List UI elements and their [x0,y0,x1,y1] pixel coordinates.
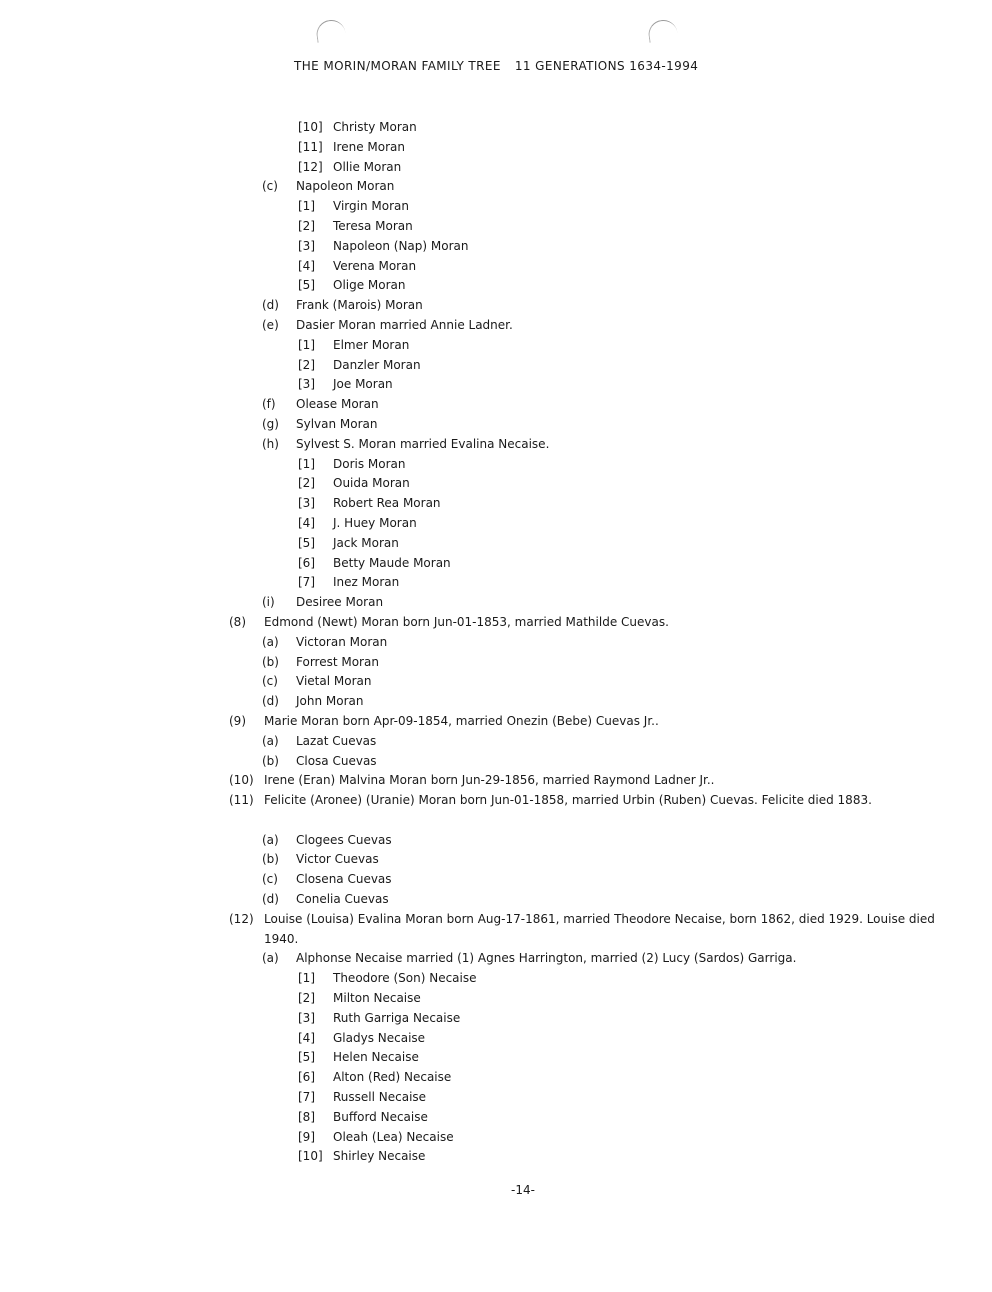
list-item [0,692,992,712]
list-item-marker: (c) [262,674,278,689]
list-item [0,415,992,435]
list-item [0,732,992,752]
list-item-text: Danzler Moran [333,357,421,372]
list-item-marker: (a) [262,733,279,748]
list-item [0,633,992,653]
list-item [0,217,992,237]
list-item-text: Elmer Moran [333,337,410,352]
list-item-text: Clogees Cuevas [296,832,392,847]
list-item [0,771,992,791]
list-item [0,336,992,356]
list-item-text: Edmond (Newt) Moran born Jun-01-1853, married Mathilde Cuevas. [264,614,669,629]
list-item [0,870,992,890]
list-item-marker: [10] [298,120,323,134]
list-item-text: Shirley Necaise [333,1149,426,1164]
list-item [0,1009,992,1029]
list-item-marker: (a) [262,832,279,847]
list-item-text: John Moran [296,694,364,709]
list-item-text: Irene (Eran) Malvina Moran born Jun-29-1856, married Raymond Ladner Jr.. [264,773,715,788]
list-item-text: Desiree Moran [296,595,384,610]
list-item-marker: [1] [298,337,315,352]
punch-hole-right [647,18,679,43]
page-header [294,59,698,73]
list-item-marker: (c) [262,179,278,194]
list-item-marker: (12) [229,911,254,926]
list-item-marker: [12] [298,159,323,174]
list-item [0,474,992,494]
punch-hole-left [315,18,347,43]
list-item-text: Christy Moran [333,120,417,134]
list-item-marker: [1] [298,199,315,214]
list-item-text: Bufford Necaise [333,1109,428,1124]
list-item [0,1108,992,1128]
list-item-text: Marie Moran born Apr-09-1854, married Onezin (Bebe) Cuevas Jr.. [264,713,659,728]
list-item [0,890,992,910]
list-item-text: Conelia Cuevas [296,892,389,907]
list-item-marker: (f) [262,397,276,412]
list-item-marker: (i) [262,595,275,610]
list-item-marker: [1] [298,456,315,471]
list-item-marker: [4] [298,258,315,273]
list-item-text: Ouida Moran [333,476,410,491]
list-item-marker: [9] [298,1129,315,1144]
list-item-marker: (c) [262,872,278,887]
list-item-text: Victoran Moran [296,634,388,649]
list-item-text: Theodore (Son) Necaise [333,971,477,986]
list-item-marker: [3] [298,496,315,511]
list-item-marker: (h) [262,436,279,451]
list-item [0,653,992,673]
list-item [0,969,992,989]
list-item-text: Felicite (Aronee) (Uranie) Moran born Jun-01-1858, married Urbin (Ruben) Cuevas. Felicite died 1883. [264,793,872,808]
list-item [0,791,992,831]
list-item-marker: (d) [262,892,279,907]
list-item [0,296,992,316]
list-item [0,1088,992,1108]
list-item [0,1068,992,1088]
list-item-text: Jack Moran [333,535,399,550]
list-item-text: Ruth Garriga Necaise [333,1010,461,1025]
list-item [0,375,992,395]
page-number: -14- [511,1183,535,1197]
list-item [0,1029,992,1049]
list-item-text: Inez Moran [333,575,400,590]
list-item [0,1048,992,1068]
list-item [0,712,992,732]
list-item [0,435,992,455]
list-item-marker: [6] [298,555,315,570]
list-item-marker: [5] [298,278,315,293]
list-item-marker: [3] [298,238,315,253]
list-item [0,494,992,514]
list-item-text: J. Huey Moran [333,515,417,530]
list-item [0,276,992,296]
list-item-text: Ollie Moran [333,159,402,174]
list-item-marker: [2] [298,357,315,372]
list-item-text: Vietal Moran [296,674,372,689]
list-item [0,257,992,277]
list-item-text: Dasier Moran married Annie Ladner. [296,317,513,332]
list-item-text: Oleah (Lea) Necaise [333,1129,454,1144]
list-item [0,395,992,415]
list-item-text: Irene Moran [333,139,405,154]
list-item-marker: [5] [298,1050,315,1065]
list-item-text: Helen Necaise [333,1050,419,1065]
list-item [0,949,992,969]
list-item-marker: (b) [262,654,279,669]
list-item-text: Alton (Red) Necaise [333,1070,452,1085]
list-item-text: Closena Cuevas [296,872,392,887]
list-item-marker: [4] [298,515,315,530]
list-item-text: Verena Moran [333,258,417,273]
list-item-text: Russell Necaise [333,1090,427,1105]
list-item-marker: [7] [298,1090,315,1105]
list-item-text: Louise (Louisa) Evalina Moran born Aug-17-1861, married Theodore Necaise, born 1862, died 1929. Louise died 1940. [264,911,935,946]
list-item-text: Joe Moran [333,377,393,392]
list-item-text: Closa Cuevas [296,753,377,768]
list-item [0,850,992,870]
list-item [0,138,992,158]
list-item-text: Napoleon Moran [296,179,395,194]
header-generations: 11 GENERATIONS 1634-1994 [514,59,699,73]
list-item-marker: [5] [298,535,315,550]
list-item [0,910,992,950]
list-item-marker: [2] [298,476,315,491]
header-title: THE MORIN/MORAN FAMILY TREE [294,59,501,73]
list-item-marker: [10] [298,1149,323,1164]
list-item-text: Victor Cuevas [296,852,379,867]
list-item-marker: (b) [262,753,279,768]
list-item-text: Napoleon (Nap) Moran [333,238,469,253]
list-item [0,831,992,851]
list-item-marker: (11) [229,793,254,808]
list-item-marker: [8] [298,1109,315,1124]
list-item [0,316,992,336]
list-item [0,118,992,138]
list-item-text: Sylvan Moran [296,416,378,431]
list-item [0,177,992,197]
list-item-marker: [7] [298,575,315,590]
list-item [0,1128,992,1148]
list-item-marker: [1] [298,971,315,986]
list-item-text: Gladys Necaise [333,1030,426,1045]
list-item [0,356,992,376]
list-item-marker: [4] [298,1030,315,1045]
list-item-marker: (d) [262,298,279,313]
list-item-text: Alphonse Necaise married (1) Agnes Harrington, married (2) Lucy (Sardos) Garriga. [296,951,797,966]
list-item [0,197,992,217]
list-item [0,158,992,178]
list-item-text: Frank (Marois) Moran [296,298,423,313]
list-item [0,534,992,554]
list-item-text: Virgin Moran [333,199,409,214]
list-item [0,237,992,257]
list-item-marker: (d) [262,694,279,709]
list-item-marker: (a) [262,634,279,649]
list-item-marker: [6] [298,1070,315,1085]
family-tree-list [0,118,992,1167]
list-item [0,514,992,534]
list-item-marker: (g) [262,416,279,431]
list-item-text: Sylvest S. Moran married Evalina Necaise. [296,436,550,451]
list-item [0,613,992,633]
list-item-marker: (e) [262,317,279,332]
list-item-text: Betty Maude Moran [333,555,451,570]
list-item-text: Olige Moran [333,278,406,293]
list-item-marker: (10) [229,773,254,788]
list-item [0,1147,992,1167]
list-item-text: Olease Moran [296,397,379,412]
list-item-marker: (8) [229,614,246,629]
list-item-text: Milton Necaise [333,991,421,1006]
list-item-marker: [2] [298,991,315,1006]
list-item-marker: (a) [262,951,279,966]
list-item-marker: [11] [298,139,323,154]
list-item-marker: (9) [229,713,246,728]
list-item [0,593,992,613]
list-item [0,752,992,772]
list-item-marker: (b) [262,852,279,867]
list-item [0,554,992,574]
list-item [0,573,992,593]
list-item [0,989,992,1009]
list-item-text: Teresa Moran [333,218,413,233]
list-item [0,455,992,475]
list-item-marker: [2] [298,218,315,233]
list-item-marker: [3] [298,1010,315,1025]
list-item [0,672,992,692]
list-item-text: Doris Moran [333,456,406,471]
list-item-text: Lazat Cuevas [296,733,377,748]
list-item-marker: [3] [298,377,315,392]
list-item-text: Forrest Moran [296,654,379,669]
list-item-text: Robert Rea Moran [333,496,441,511]
